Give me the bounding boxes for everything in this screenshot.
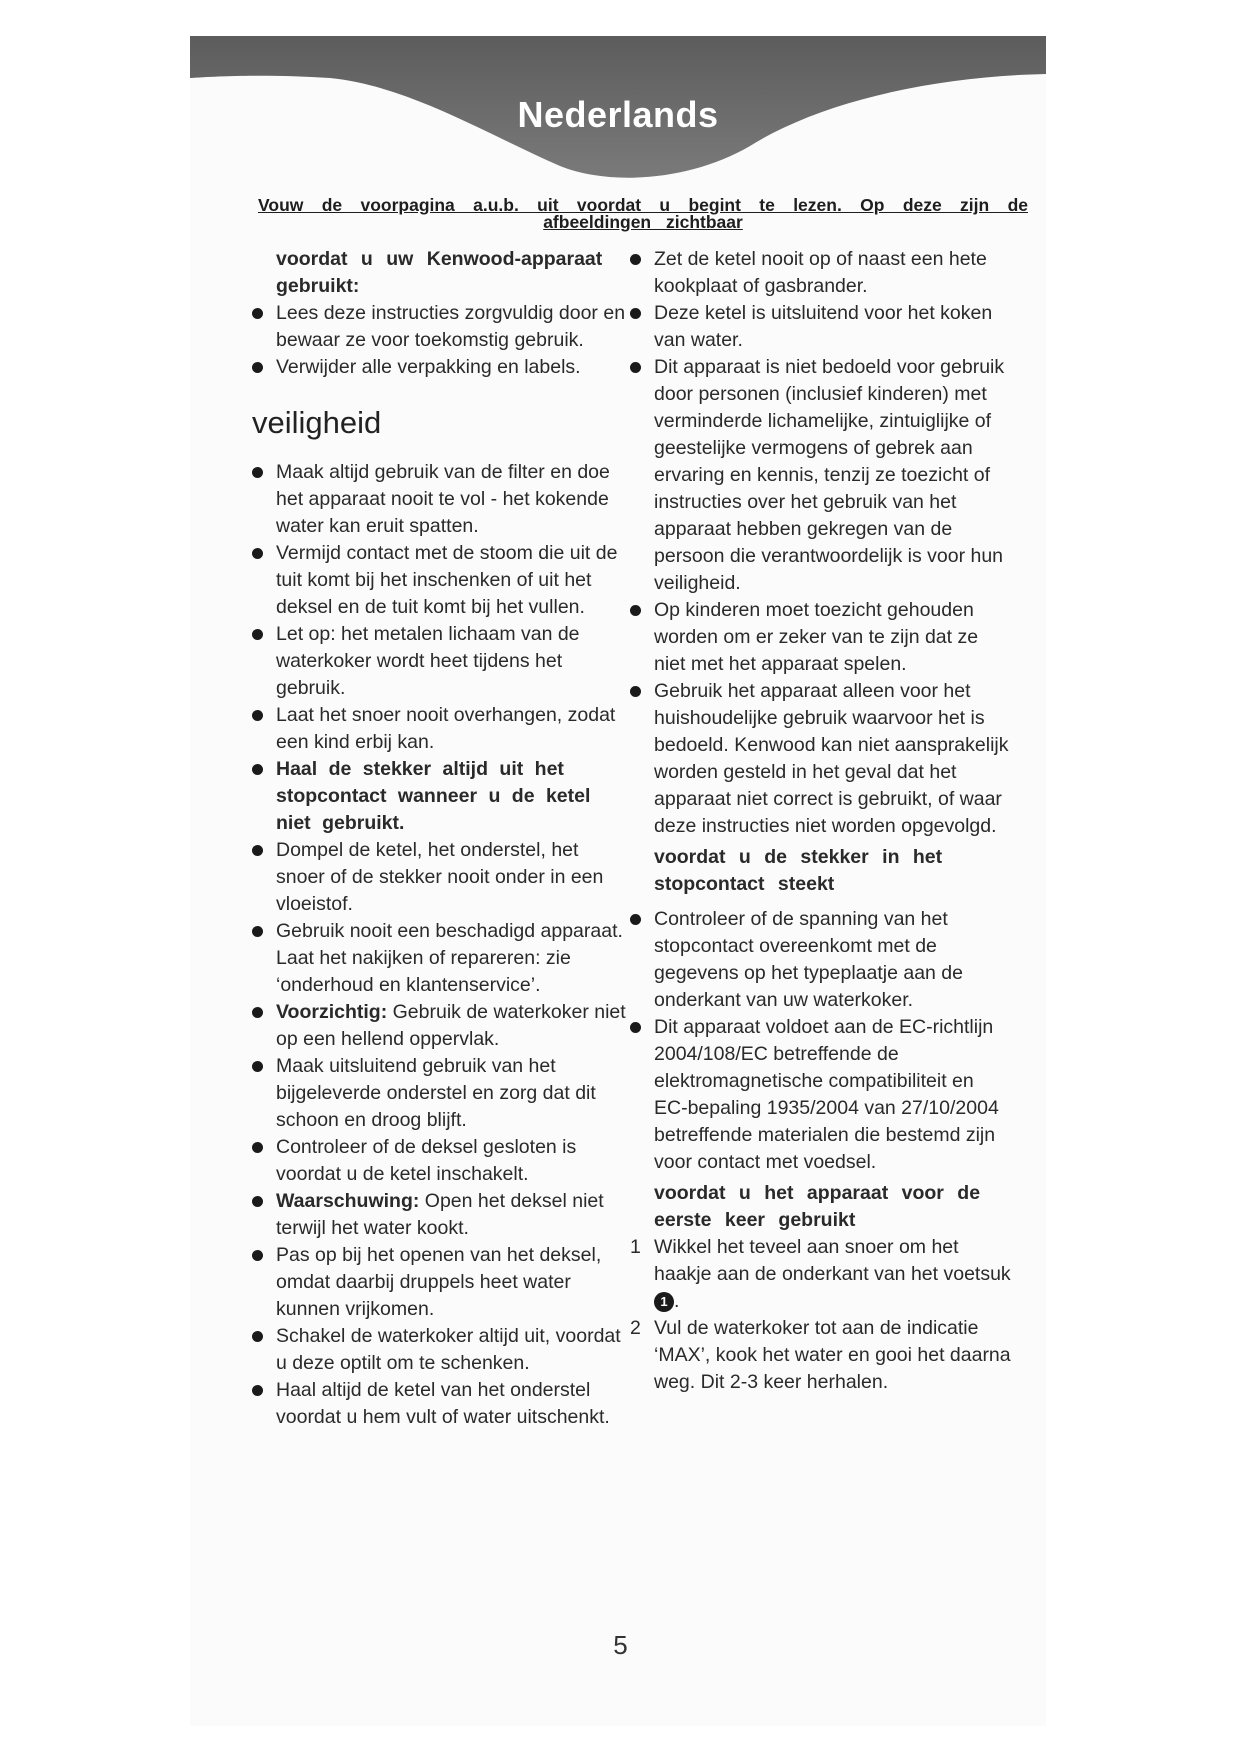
list-item-text: Let op: het metalen lichaam van de waterkoker wordt heet tijdens het gebruik. bbox=[276, 623, 580, 699]
bullet-icon bbox=[252, 1196, 263, 1207]
list-item-text: Haal altijd de ketel van het onderstel voordat u hem vult of water uitschenkt. bbox=[276, 1379, 610, 1428]
list-item-text: Haal de stekker altijd uit het stopcontact wanneer u de ketel niet gebruikt. bbox=[276, 758, 591, 834]
list-item bbox=[252, 621, 626, 702]
list-item-text: Gebruik het apparaat alleen voor het huishoudelijke gebruik waarvoor het is bedoeld. Kenwood kan niet aansprakelijk worden gesteld in het geval dat het apparaat niet correct is gebruikt, of waar deze instructies niet worden opgevolgd. bbox=[654, 680, 1009, 837]
list-item bbox=[252, 540, 626, 621]
step-number: 1 bbox=[630, 1236, 641, 1258]
list-item-text: Maak uitsluitend gebruik van het bijgeleverde onderstel en zorg dat dit schoon en droog blijft. bbox=[276, 1055, 596, 1131]
list-item-text: Op kinderen moet toezicht gehouden worden om er zeker van te zijn dat ze niet met het apparaat spelen. bbox=[654, 599, 979, 675]
list-item bbox=[630, 906, 1012, 1014]
list-item bbox=[252, 918, 626, 999]
list-item bbox=[252, 1377, 626, 1431]
list-item-text: Dit apparaat voldoet aan de EC-richtlijn 2004/108/EC betreffende de elektromagnetische compatibiliteit en EC-bepaling 1935/2004 van 27/10/2004 betreffende materialen die bestemd zijn voor contact met voedsel. bbox=[654, 1016, 999, 1173]
list-item bbox=[252, 300, 626, 354]
list-item-text: Dit apparaat is niet bedoeld voor gebruik door personen (inclusief kinderen) met verminderde lichamelijke, zintuiglijke of geestelijke vermogens of gebrek aan ervaring en kennis, tenzij ze toezicht of instructies over het gebruik van het apparaat hebben gekregen van de persoon die verantwoordelijk is voor hun veiligheid. bbox=[654, 356, 1005, 594]
list-item-text: Deze ketel is uitsluitend voor het koken van water. bbox=[654, 302, 993, 351]
header-banner bbox=[190, 36, 1046, 216]
bullet-icon bbox=[252, 926, 263, 937]
bullet-icon bbox=[252, 467, 263, 478]
list-item bbox=[252, 354, 626, 381]
bullet-icon bbox=[252, 764, 263, 775]
list-item-text: Vermijd contact met de stoom die uit de tuit komt bij het inschenken of uit het deksel en de tuit komt bij het vullen. bbox=[276, 542, 618, 618]
list-item bbox=[252, 459, 626, 540]
fold-out-notice: Vouw de voorpagina a.u.b. uit voordat u begint te lezen. Op deze zijn de afbeeldingen zichtbaar bbox=[258, 195, 1028, 232]
list-item bbox=[630, 1014, 1012, 1176]
list-item-text: Zet de ketel nooit op of naast een hete kookplaat of gasbrander. bbox=[654, 248, 987, 297]
list-item-text: Gebruik de waterkoker niet op een hellend oppervlak. bbox=[276, 1001, 626, 1050]
list-item-text: Laat het snoer nooit overhangen, zodat een kind erbij kan. bbox=[276, 704, 616, 753]
bullet-icon bbox=[252, 1385, 263, 1396]
figure-reference-icon: 1 bbox=[654, 1292, 674, 1312]
list-item-caution bbox=[252, 999, 626, 1053]
step-number: 2 bbox=[630, 1317, 641, 1339]
list-item bbox=[252, 1053, 626, 1134]
list-item-text: Dompel de ketel, het onderstel, het snoer of de stekker nooit onder in een vloeistof. bbox=[276, 839, 604, 915]
list-item bbox=[630, 354, 1012, 597]
bullet-icon bbox=[252, 308, 263, 319]
bullet-icon bbox=[252, 1331, 263, 1342]
bullet-icon bbox=[630, 254, 641, 265]
list-item-text: Gebruik nooit een beschadigd apparaat. Laat het nakijken of repareren: zie ‘onderhoud en klantenservice’. bbox=[276, 920, 623, 996]
list-item-text: Lees deze instructies zorgvuldig door en bewaar ze voor toekomstig gebruik. bbox=[276, 302, 626, 351]
bullet-icon bbox=[630, 1022, 641, 1033]
bullet-icon bbox=[252, 1061, 263, 1072]
section-heading-safety: veiligheid bbox=[252, 405, 382, 440]
list-item bbox=[252, 1134, 626, 1188]
bullet-icon bbox=[630, 362, 641, 373]
bullet-icon bbox=[630, 686, 641, 697]
caution-label: Voorzichtig: bbox=[276, 1001, 388, 1023]
list-item-text: Maak altijd gebruik van de filter en doe het apparaat nooit te vol - het kokende water kan eruit spatten. bbox=[276, 461, 610, 537]
bullet-icon bbox=[630, 914, 641, 925]
list-item-text: Controleer of de deksel gesloten is voordat u de ketel inschakelt. bbox=[276, 1136, 577, 1185]
page-number: 5 bbox=[613, 1630, 628, 1660]
list-item bbox=[252, 1242, 626, 1323]
list-item bbox=[630, 300, 1012, 354]
bullet-icon bbox=[630, 308, 641, 319]
step-text-end: . bbox=[674, 1290, 680, 1312]
left-column bbox=[252, 246, 626, 1431]
list-item bbox=[252, 702, 626, 756]
step-item bbox=[630, 1315, 1012, 1396]
section-heading-first-use: voordat u het apparaat voor de eerste keer gebruikt bbox=[654, 1182, 981, 1231]
list-item-text: Schakel de waterkoker altijd uit, voordat u deze optilt om te schenken. bbox=[276, 1325, 621, 1374]
list-item bbox=[630, 597, 1012, 678]
step-text: Wikkel het teveel aan snoer om het haakje aan de onderkant van het voetsuk bbox=[654, 1236, 1011, 1285]
list-item bbox=[630, 678, 1012, 840]
bullet-icon bbox=[252, 1007, 263, 1018]
step-item bbox=[630, 1234, 1012, 1315]
bullet-icon bbox=[630, 605, 641, 616]
right-column bbox=[630, 246, 1012, 1396]
bullet-icon bbox=[252, 362, 263, 373]
list-item-text: Pas op bij het openen van het deksel, omdat daarbij druppels heet water kunnen vrijkomen. bbox=[276, 1244, 602, 1320]
list-item-text: Open het deksel niet terwijl het water kookt. bbox=[276, 1190, 604, 1239]
bullet-icon bbox=[252, 548, 263, 559]
list-item bbox=[630, 246, 1012, 300]
warning-label: Waarschuwing: bbox=[276, 1190, 420, 1212]
list-item-text: Verwijder alle verpakking en labels. bbox=[276, 356, 581, 378]
bullet-icon bbox=[252, 629, 263, 640]
section-heading-before-use: voordat u uw Kenwood-apparaat gebruikt: bbox=[276, 248, 603, 297]
bullet-icon bbox=[252, 845, 263, 856]
bullet-icon bbox=[252, 1250, 263, 1261]
bullet-icon bbox=[252, 1142, 263, 1153]
step-text: Vul de waterkoker tot aan de indicatie ‘MAX’, kook het water en gooi het daarna weg. Dit 2-3 keer herhalen. bbox=[654, 1317, 1011, 1393]
list-item bbox=[252, 1323, 626, 1377]
list-item-important bbox=[252, 756, 626, 837]
section-heading-plug: voordat u de stekker in het stopcontact steekt bbox=[654, 846, 943, 895]
page-title: Nederlands bbox=[517, 94, 719, 135]
list-item-text: Controleer of de spanning van het stopcontact overeenkomt met de gegevens op het typeplaatje aan de onderkant van uw waterkoker. bbox=[654, 908, 964, 1011]
list-item bbox=[252, 837, 626, 918]
bullet-icon bbox=[252, 710, 263, 721]
list-item-warning bbox=[252, 1188, 626, 1242]
